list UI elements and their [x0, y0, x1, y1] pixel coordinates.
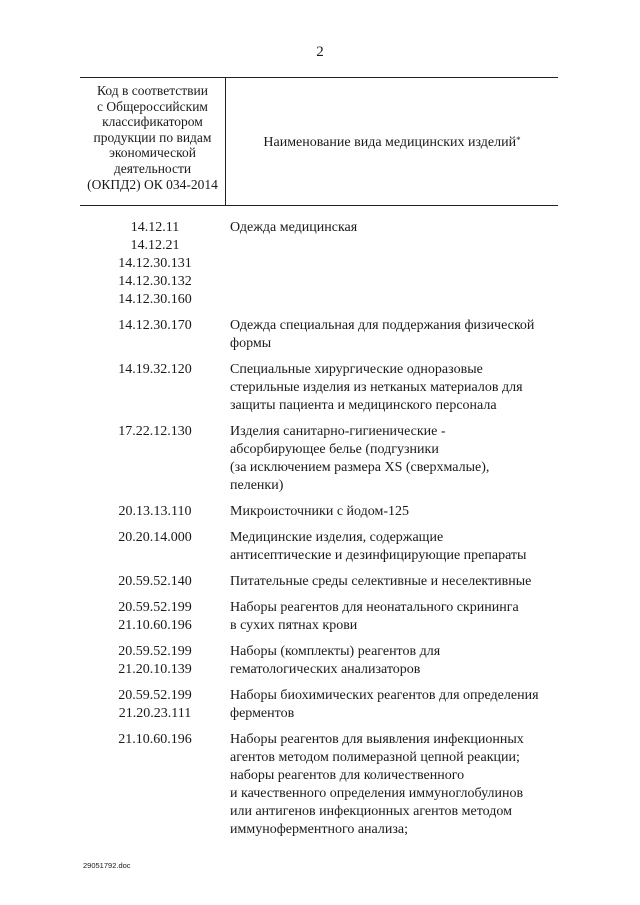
device-type-line: Наборы реагентов для неонатального скрининга: [230, 600, 519, 615]
device-type-line: защиты пациента и медицинского персонала: [230, 398, 497, 413]
device-type-line: антисептические и дезинфицирующие препараты: [230, 548, 527, 563]
okpd2-codes: [80, 423, 230, 495]
okpd2-code: 14.12.30.132: [118, 274, 192, 289]
okpd2-code: 20.59.52.199: [118, 688, 192, 703]
header-name-column: [226, 78, 558, 205]
header-code-line: (ОКПД2) ОК 034-2014: [87, 176, 218, 192]
okpd2-code: 14.12.30.160: [118, 292, 192, 307]
okpd2-codes: [80, 529, 230, 565]
table-row: [80, 503, 570, 521]
table-row: [80, 219, 570, 309]
okpd2-code: 14.12.11: [130, 220, 180, 235]
footnote-mark: *: [516, 134, 521, 145]
table-header: [80, 77, 558, 206]
device-type-name: [230, 573, 570, 591]
okpd2-code: 21.10.60.196: [118, 732, 192, 747]
device-type-line: гематологических анализаторов: [230, 662, 421, 677]
okpd2-code: 20.59.52.199: [118, 644, 192, 659]
device-type-name: [230, 503, 570, 521]
footer-file-name: 29051792.doc: [83, 861, 131, 870]
products-table-body: [80, 219, 570, 847]
okpd2-code: 21.20.23.111: [118, 706, 192, 721]
device-type-line: наборы реагентов для количественного: [230, 768, 465, 783]
device-type-line: Наборы (комплекты) реагентов для: [230, 644, 441, 659]
okpd2-codes: [80, 219, 230, 309]
okpd2-code: 14.12.21: [130, 238, 180, 253]
okpd2-codes: [80, 687, 230, 723]
okpd2-codes: [80, 643, 230, 679]
table-row: [80, 361, 570, 415]
okpd2-code: 20.59.52.140: [118, 574, 192, 589]
device-type-name: [230, 423, 570, 495]
okpd2-codes: [80, 317, 230, 353]
device-type-line: пеленки): [230, 478, 284, 493]
device-type-line: Изделия санитарно-гигиенические -: [230, 424, 446, 439]
device-type-name: [230, 361, 570, 415]
device-type-line: Наборы биохимических реагентов для определения: [230, 688, 539, 703]
table-row: [80, 317, 570, 353]
device-type-line: ферментов: [230, 706, 295, 721]
device-type-line: стерильные изделия из нетканых материалов для: [230, 380, 523, 395]
okpd2-codes: [80, 503, 230, 521]
header-code-line: деятельности: [113, 160, 192, 176]
okpd2-code: 20.20.14.000: [118, 530, 192, 545]
okpd2-code: 17.22.12.130: [118, 424, 192, 439]
device-type-line: Одежда медицинская: [230, 220, 358, 235]
device-type-line: Питательные среды селективные и неселективные: [230, 574, 532, 589]
device-type-name: [230, 529, 570, 565]
header-code-line: продукции по видам: [93, 129, 212, 145]
okpd2-code: 20.59.52.199: [118, 600, 192, 615]
device-type-line: формы: [230, 336, 272, 351]
header-code-line: экономической: [109, 145, 196, 161]
okpd2-codes: [80, 731, 230, 839]
device-type-name: [230, 599, 570, 635]
device-type-line: Наборы реагентов для выявления инфекционных: [230, 732, 524, 747]
okpd2-codes: [80, 573, 230, 591]
device-type-line: Специальные хирургические одноразовые: [230, 362, 483, 377]
device-type-line: Микроисточники с йодом-125: [230, 504, 410, 519]
device-type-line: (за исключением размера XS (сверхмалые),: [230, 460, 490, 475]
okpd2-code: 21.20.10.139: [118, 662, 192, 677]
header-code-column: [80, 78, 226, 205]
header-code-line: классификатором: [102, 114, 203, 130]
device-type-line: Одежда специальная для поддержания физической: [230, 318, 535, 333]
okpd2-code: 21.10.60.196: [118, 618, 192, 633]
device-type-line: в сухих пятнах крови: [230, 618, 358, 633]
table-row: [80, 529, 570, 565]
okpd2-code: 20.13.13.110: [118, 504, 192, 519]
header-code-line: Код в соответствии: [97, 83, 208, 98]
table-row: [80, 643, 570, 679]
device-type-line: иммуноферментного анализа;: [230, 822, 409, 837]
device-type-line: агентов методом полимеразной цепной реакции;: [230, 750, 520, 765]
header-name-text: Наименование вида медицинских изделий: [263, 134, 517, 150]
okpd2-code: 14.12.30.170: [118, 318, 192, 333]
okpd2-code: 14.12.30.131: [118, 256, 192, 271]
device-type-name: [230, 317, 570, 353]
okpd2-codes: [80, 599, 230, 635]
device-type-name: [230, 643, 570, 679]
table-row: [80, 731, 570, 839]
okpd2-codes: [80, 361, 230, 415]
device-type-name: [230, 731, 570, 839]
table-row: [80, 423, 570, 495]
device-type-line: и качественного определения иммуноглобулинов: [230, 786, 524, 801]
device-type-line: абсорбирующее белье (подгузники: [230, 442, 439, 457]
device-type-line: или антигенов инфекционных агентов методом: [230, 804, 512, 819]
device-type-name: [230, 219, 570, 309]
okpd2-code: 14.19.32.120: [118, 362, 192, 377]
device-type-line: Медицинские изделия, содержащие: [230, 530, 444, 545]
device-type-name: [230, 687, 570, 723]
header-code-line: с Общероссийским: [97, 98, 208, 114]
page-number: 2: [316, 44, 324, 60]
table-row: [80, 573, 570, 591]
table-row: [80, 687, 570, 723]
table-row: [80, 599, 570, 635]
